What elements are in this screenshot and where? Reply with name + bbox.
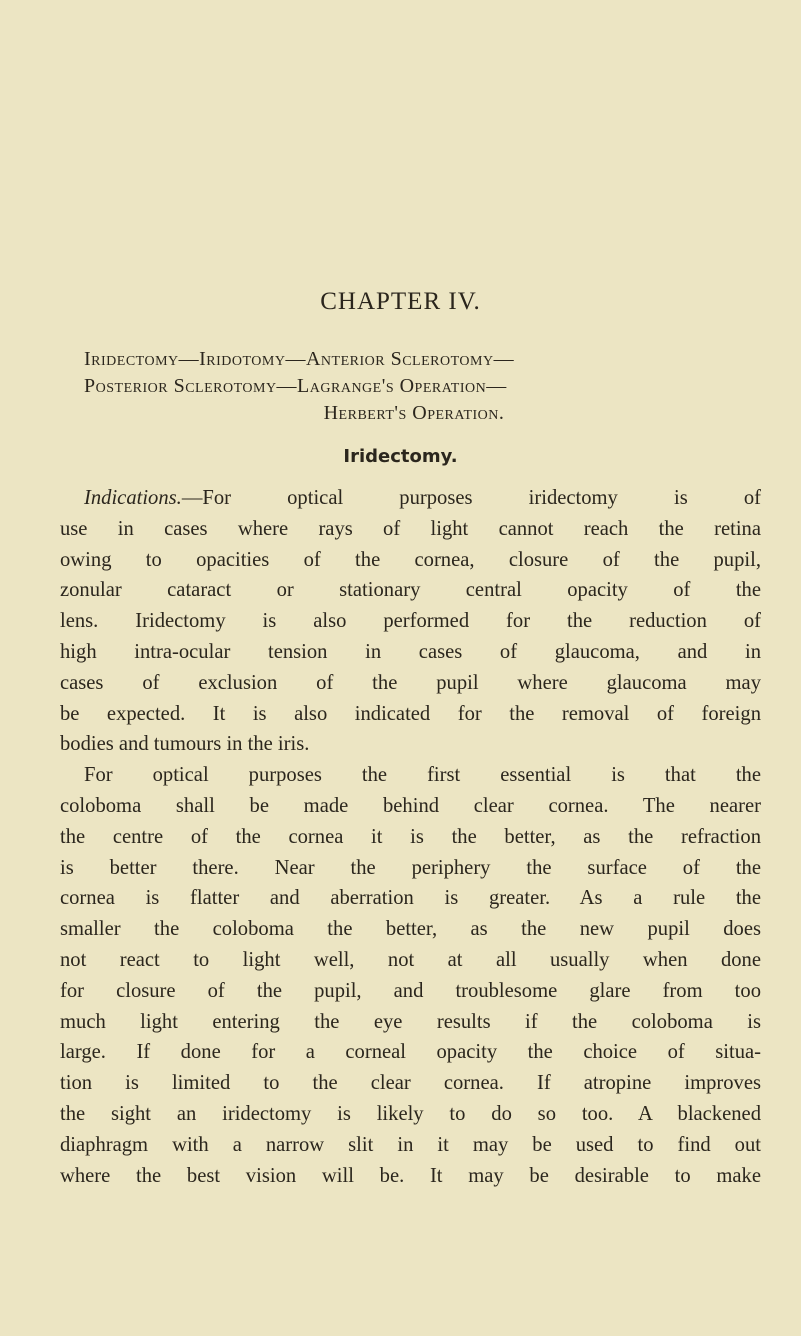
paragraph-line: cases of exclusion of the pupil where glaucoma may: [60, 671, 761, 694]
paragraph-line: smaller the coloboma the better, as the new pupil does: [60, 918, 761, 941]
paragraph-line: cornea is flatter and aberration is greater. As a rule the: [60, 887, 761, 910]
paragraph-line: coloboma shall be made behind clear cornea. The nearer: [60, 794, 761, 817]
subtitle-line: Posterior Sclerotomy—Lagrange's Operation—: [84, 375, 507, 397]
paragraph-lead: Indications.: [84, 487, 182, 509]
paragraph-line: diaphragm with a narrow slit in it may be used to find out: [60, 1133, 761, 1156]
paragraph-line: tion is limited to the clear cornea. If atropine improves: [60, 1072, 761, 1095]
paragraph-line: much light entering the eye results if the coloboma is: [60, 1010, 761, 1033]
paragraph-line: the centre of the cornea it is the better, as the refraction: [60, 825, 761, 848]
subtitle-line: Iridectomy—Iridotomy—Anterior Sclerotomy—: [84, 348, 515, 370]
paragraph-line: lens. Iridectomy is also performed for the reduction of: [60, 610, 761, 633]
paragraph-line: not react to light well, not at all usually when done: [60, 948, 761, 971]
section-heading: Iridectomy.: [343, 446, 458, 467]
paragraph-line: where the best vision will be. It may be desirable to make: [60, 1164, 761, 1187]
paragraph-line: high intra-ocular tension in cases of glaucoma, and in: [60, 640, 761, 663]
paragraph-line: zonular cataract or stationary central opacity of the: [60, 579, 761, 602]
paragraph-line: For optical purposes the first essential is that the: [84, 764, 761, 787]
paragraph-line: [60, 483, 761, 514]
paragraph-line: is better there. Near the periphery the surface of the: [60, 856, 761, 879]
paragraph-line: use in cases where rays of light cannot reach the retina: [60, 517, 761, 540]
chapter-subtitle: [84, 346, 744, 427]
subtitle-line: Herbert's Operation.: [323, 402, 505, 424]
paragraph-line: bodies and tumours in the iris.: [60, 733, 310, 756]
paragraph-line: the sight an iridectomy is likely to do so too. A blackened: [60, 1102, 761, 1125]
body-text: [60, 483, 761, 1191]
paragraph-line: be expected. It is also indicated for the removal of foreign: [60, 702, 761, 725]
paragraph-line: for closure of the pupil, and troublesome glare from too: [60, 979, 761, 1002]
chapter-heading: CHAPTER IV.: [320, 288, 481, 315]
paragraph-line: large. If done for a corneal opacity the choice of situa-: [60, 1041, 761, 1064]
paragraph-line: owing to opacities of the cornea, closure of the pupil,: [60, 548, 761, 571]
paragraph-line-rest: —For optical purposes iridectomy is of: [181, 487, 761, 509]
